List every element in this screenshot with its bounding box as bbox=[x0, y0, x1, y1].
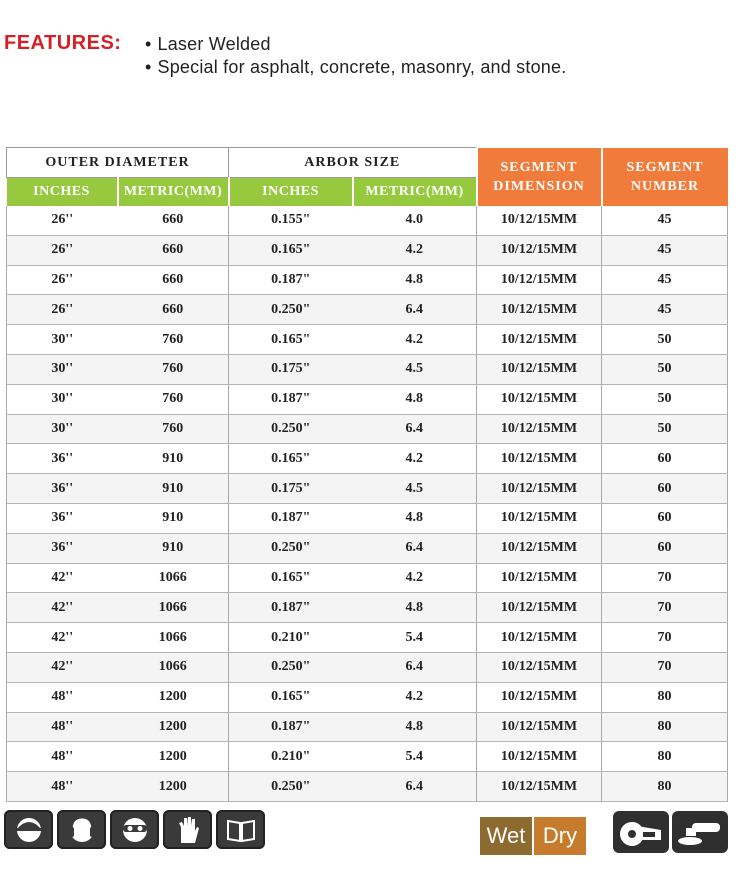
cell-segment-number: 50 bbox=[602, 325, 728, 355]
cell-outer-metric: 1200 bbox=[118, 682, 229, 712]
cell-arbor-inches: 0.250" bbox=[229, 295, 353, 325]
cell-segment-number: 50 bbox=[602, 354, 728, 384]
cell-segment-dimension: 10/12/15MM bbox=[477, 623, 602, 653]
cell-outer-inches: 36'' bbox=[7, 474, 118, 504]
cell-outer-inches: 48'' bbox=[7, 772, 118, 802]
helmet-icon bbox=[4, 810, 53, 849]
cell-outer-metric: 1066 bbox=[118, 652, 229, 682]
cell-segment-dimension: 10/12/15MM bbox=[477, 503, 602, 533]
cell-arbor-metric: 4.2 bbox=[353, 444, 477, 474]
cell-arbor-inches: 0.210" bbox=[229, 742, 353, 772]
cell-arbor-inches: 0.250" bbox=[229, 652, 353, 682]
cell-segment-dimension: 10/12/15MM bbox=[477, 265, 602, 295]
cell-arbor-inches: 0.210" bbox=[229, 623, 353, 653]
cell-segment-dimension: 10/12/15MM bbox=[477, 325, 602, 355]
cell-arbor-inches: 0.165" bbox=[229, 325, 353, 355]
cell-outer-inches: 26'' bbox=[7, 206, 118, 235]
cell-arbor-metric: 5.4 bbox=[353, 623, 477, 653]
ear-protection-icon bbox=[57, 810, 106, 849]
cell-outer-metric: 910 bbox=[118, 474, 229, 504]
cell-outer-inches: 42'' bbox=[7, 623, 118, 653]
table-row bbox=[7, 295, 728, 325]
safety-icons bbox=[4, 810, 265, 849]
cell-segment-number: 60 bbox=[602, 533, 728, 563]
wet-label: Wet bbox=[480, 817, 532, 855]
wet-dry-indicator bbox=[480, 817, 586, 855]
cell-segment-number: 45 bbox=[602, 206, 728, 235]
cell-outer-metric: 1200 bbox=[118, 742, 229, 772]
specification-table bbox=[6, 147, 728, 802]
cell-arbor-inches: 0.155" bbox=[229, 206, 353, 235]
cell-outer-inches: 30'' bbox=[7, 384, 118, 414]
cell-outer-metric: 660 bbox=[118, 295, 229, 325]
subheader-metric: METRIC(MM) bbox=[118, 178, 229, 207]
table-body bbox=[7, 206, 728, 801]
cell-arbor-inches: 0.250" bbox=[229, 772, 353, 802]
cell-arbor-metric: 4.0 bbox=[353, 206, 477, 235]
cell-outer-metric: 1066 bbox=[118, 593, 229, 623]
header-segment-number: SEGMENT NUMBER bbox=[602, 148, 728, 207]
cell-segment-number: 70 bbox=[602, 623, 728, 653]
cell-segment-dimension: 10/12/15MM bbox=[477, 414, 602, 444]
cell-outer-metric: 660 bbox=[118, 206, 229, 235]
cell-outer-inches: 48'' bbox=[7, 712, 118, 742]
cell-arbor-inches: 0.165" bbox=[229, 563, 353, 593]
cell-segment-number: 70 bbox=[602, 563, 728, 593]
cell-outer-inches: 48'' bbox=[7, 742, 118, 772]
table-row bbox=[7, 623, 728, 653]
cell-outer-metric: 760 bbox=[118, 414, 229, 444]
cell-arbor-inches: 0.250" bbox=[229, 533, 353, 563]
feature-text: Laser Welded bbox=[157, 34, 271, 54]
cell-arbor-metric: 4.8 bbox=[353, 712, 477, 742]
feature-item: • Special for asphalt, concrete, masonry, and stone. bbox=[145, 57, 567, 77]
cell-segment-dimension: 10/12/15MM bbox=[477, 533, 602, 563]
cell-segment-dimension: 10/12/15MM bbox=[477, 474, 602, 504]
cell-segment-number: 45 bbox=[602, 235, 728, 265]
cell-outer-metric: 660 bbox=[118, 235, 229, 265]
cell-arbor-metric: 6.4 bbox=[353, 533, 477, 563]
cell-segment-number: 50 bbox=[602, 384, 728, 414]
cell-segment-dimension: 10/12/15MM bbox=[477, 295, 602, 325]
cell-arbor-metric: 4.5 bbox=[353, 474, 477, 504]
cell-arbor-metric: 6.4 bbox=[353, 414, 477, 444]
cell-segment-number: 50 bbox=[602, 414, 728, 444]
cell-segment-dimension: 10/12/15MM bbox=[477, 652, 602, 682]
cell-arbor-inches: 0.187" bbox=[229, 265, 353, 295]
feature-item: • Laser Welded bbox=[145, 34, 271, 54]
cell-segment-number: 80 bbox=[602, 742, 728, 772]
cell-segment-dimension: 10/12/15MM bbox=[477, 354, 602, 384]
cell-segment-number: 45 bbox=[602, 295, 728, 325]
subheader-inches: INCHES bbox=[229, 178, 353, 207]
cell-arbor-inches: 0.165" bbox=[229, 235, 353, 265]
cell-arbor-metric: 4.8 bbox=[353, 265, 477, 295]
cell-outer-metric: 910 bbox=[118, 533, 229, 563]
cell-segment-dimension: 10/12/15MM bbox=[477, 444, 602, 474]
table-row bbox=[7, 235, 728, 265]
cell-segment-dimension: 10/12/15MM bbox=[477, 593, 602, 623]
cell-arbor-metric: 4.8 bbox=[353, 384, 477, 414]
cell-outer-inches: 26'' bbox=[7, 295, 118, 325]
cell-segment-number: 70 bbox=[602, 593, 728, 623]
cell-outer-metric: 910 bbox=[118, 503, 229, 533]
cell-outer-inches: 36'' bbox=[7, 503, 118, 533]
cell-outer-metric: 1066 bbox=[118, 563, 229, 593]
cell-arbor-inches: 0.175" bbox=[229, 474, 353, 504]
cell-arbor-inches: 0.187" bbox=[229, 593, 353, 623]
cell-arbor-metric: 4.8 bbox=[353, 503, 477, 533]
cell-outer-metric: 910 bbox=[118, 444, 229, 474]
cell-segment-dimension: 10/12/15MM bbox=[477, 563, 602, 593]
table-row bbox=[7, 503, 728, 533]
cell-outer-inches: 36'' bbox=[7, 444, 118, 474]
table-row bbox=[7, 444, 728, 474]
cell-outer-metric: 1066 bbox=[118, 623, 229, 653]
cell-segment-dimension: 10/12/15MM bbox=[477, 384, 602, 414]
cell-outer-metric: 760 bbox=[118, 384, 229, 414]
cell-arbor-inches: 0.187" bbox=[229, 384, 353, 414]
cell-segment-number: 60 bbox=[602, 503, 728, 533]
table-row bbox=[7, 354, 728, 384]
header-segment-dimension: SEGMENT DIMENSION bbox=[477, 148, 602, 207]
cell-arbor-inches: 0.165" bbox=[229, 444, 353, 474]
dry-label: Dry bbox=[534, 817, 586, 855]
table-row bbox=[7, 712, 728, 742]
cell-outer-inches: 42'' bbox=[7, 652, 118, 682]
cell-segment-dimension: 10/12/15MM bbox=[477, 712, 602, 742]
cell-outer-inches: 36'' bbox=[7, 533, 118, 563]
table-row bbox=[7, 742, 728, 772]
cell-segment-dimension: 10/12/15MM bbox=[477, 772, 602, 802]
table-row bbox=[7, 652, 728, 682]
cell-segment-number: 60 bbox=[602, 444, 728, 474]
cell-arbor-inches: 0.187" bbox=[229, 503, 353, 533]
cell-outer-inches: 42'' bbox=[7, 563, 118, 593]
manual-book-icon bbox=[216, 810, 265, 849]
cell-segment-dimension: 10/12/15MM bbox=[477, 206, 602, 235]
table-row bbox=[7, 563, 728, 593]
table-row bbox=[7, 384, 728, 414]
cell-segment-number: 80 bbox=[602, 772, 728, 802]
cell-arbor-metric: 4.2 bbox=[353, 682, 477, 712]
goggles-icon bbox=[110, 810, 159, 849]
cell-outer-metric: 660 bbox=[118, 265, 229, 295]
cell-arbor-metric: 4.5 bbox=[353, 354, 477, 384]
header-arbor-size: ARBOR SIZE bbox=[229, 148, 477, 178]
cell-arbor-inches: 0.187" bbox=[229, 712, 353, 742]
cell-arbor-inches: 0.250" bbox=[229, 414, 353, 444]
table-row bbox=[7, 206, 728, 235]
cell-segment-number: 60 bbox=[602, 474, 728, 504]
cell-segment-dimension: 10/12/15MM bbox=[477, 682, 602, 712]
feature-text: Special for asphalt, concrete, masonry, and stone. bbox=[157, 57, 567, 77]
angle-grinder-icon bbox=[672, 811, 728, 853]
tool-icons bbox=[613, 811, 728, 853]
table-row bbox=[7, 325, 728, 355]
cell-outer-metric: 1200 bbox=[118, 712, 229, 742]
table-row bbox=[7, 265, 728, 295]
cell-segment-number: 80 bbox=[602, 712, 728, 742]
table-row bbox=[7, 593, 728, 623]
cell-outer-inches: 30'' bbox=[7, 325, 118, 355]
cell-outer-inches: 26'' bbox=[7, 265, 118, 295]
cell-segment-number: 80 bbox=[602, 682, 728, 712]
glove-icon bbox=[163, 810, 212, 849]
cell-arbor-metric: 4.2 bbox=[353, 235, 477, 265]
cell-outer-inches: 26'' bbox=[7, 235, 118, 265]
header-outer-diameter: OUTER DIAMETER bbox=[7, 148, 229, 178]
cell-segment-number: 70 bbox=[602, 652, 728, 682]
cell-segment-dimension: 10/12/15MM bbox=[477, 235, 602, 265]
cell-outer-inches: 30'' bbox=[7, 354, 118, 384]
cell-arbor-inches: 0.165" bbox=[229, 682, 353, 712]
features-title: FEATURES: bbox=[4, 32, 122, 54]
cell-outer-metric: 760 bbox=[118, 325, 229, 355]
subheader-metric: METRIC(MM) bbox=[353, 178, 477, 207]
cell-arbor-metric: 4.2 bbox=[353, 563, 477, 593]
cell-outer-inches: 30'' bbox=[7, 414, 118, 444]
cell-segment-dimension: 10/12/15MM bbox=[477, 742, 602, 772]
table-row bbox=[7, 533, 728, 563]
cell-outer-inches: 42'' bbox=[7, 593, 118, 623]
cell-arbor-inches: 0.175" bbox=[229, 354, 353, 384]
cell-outer-metric: 760 bbox=[118, 354, 229, 384]
subheader-inches: INCHES bbox=[7, 178, 118, 207]
cell-outer-inches: 48'' bbox=[7, 682, 118, 712]
cell-arbor-metric: 4.2 bbox=[353, 325, 477, 355]
table-row bbox=[7, 682, 728, 712]
cell-arbor-metric: 5.4 bbox=[353, 742, 477, 772]
cut-off-saw-icon bbox=[613, 811, 669, 853]
table-row bbox=[7, 414, 728, 444]
cell-arbor-metric: 6.4 bbox=[353, 772, 477, 802]
cell-arbor-metric: 6.4 bbox=[353, 652, 477, 682]
table-row bbox=[7, 474, 728, 504]
table-row bbox=[7, 772, 728, 802]
cell-arbor-metric: 4.8 bbox=[353, 593, 477, 623]
cell-outer-metric: 1200 bbox=[118, 772, 229, 802]
cell-arbor-metric: 6.4 bbox=[353, 295, 477, 325]
cell-segment-number: 45 bbox=[602, 265, 728, 295]
